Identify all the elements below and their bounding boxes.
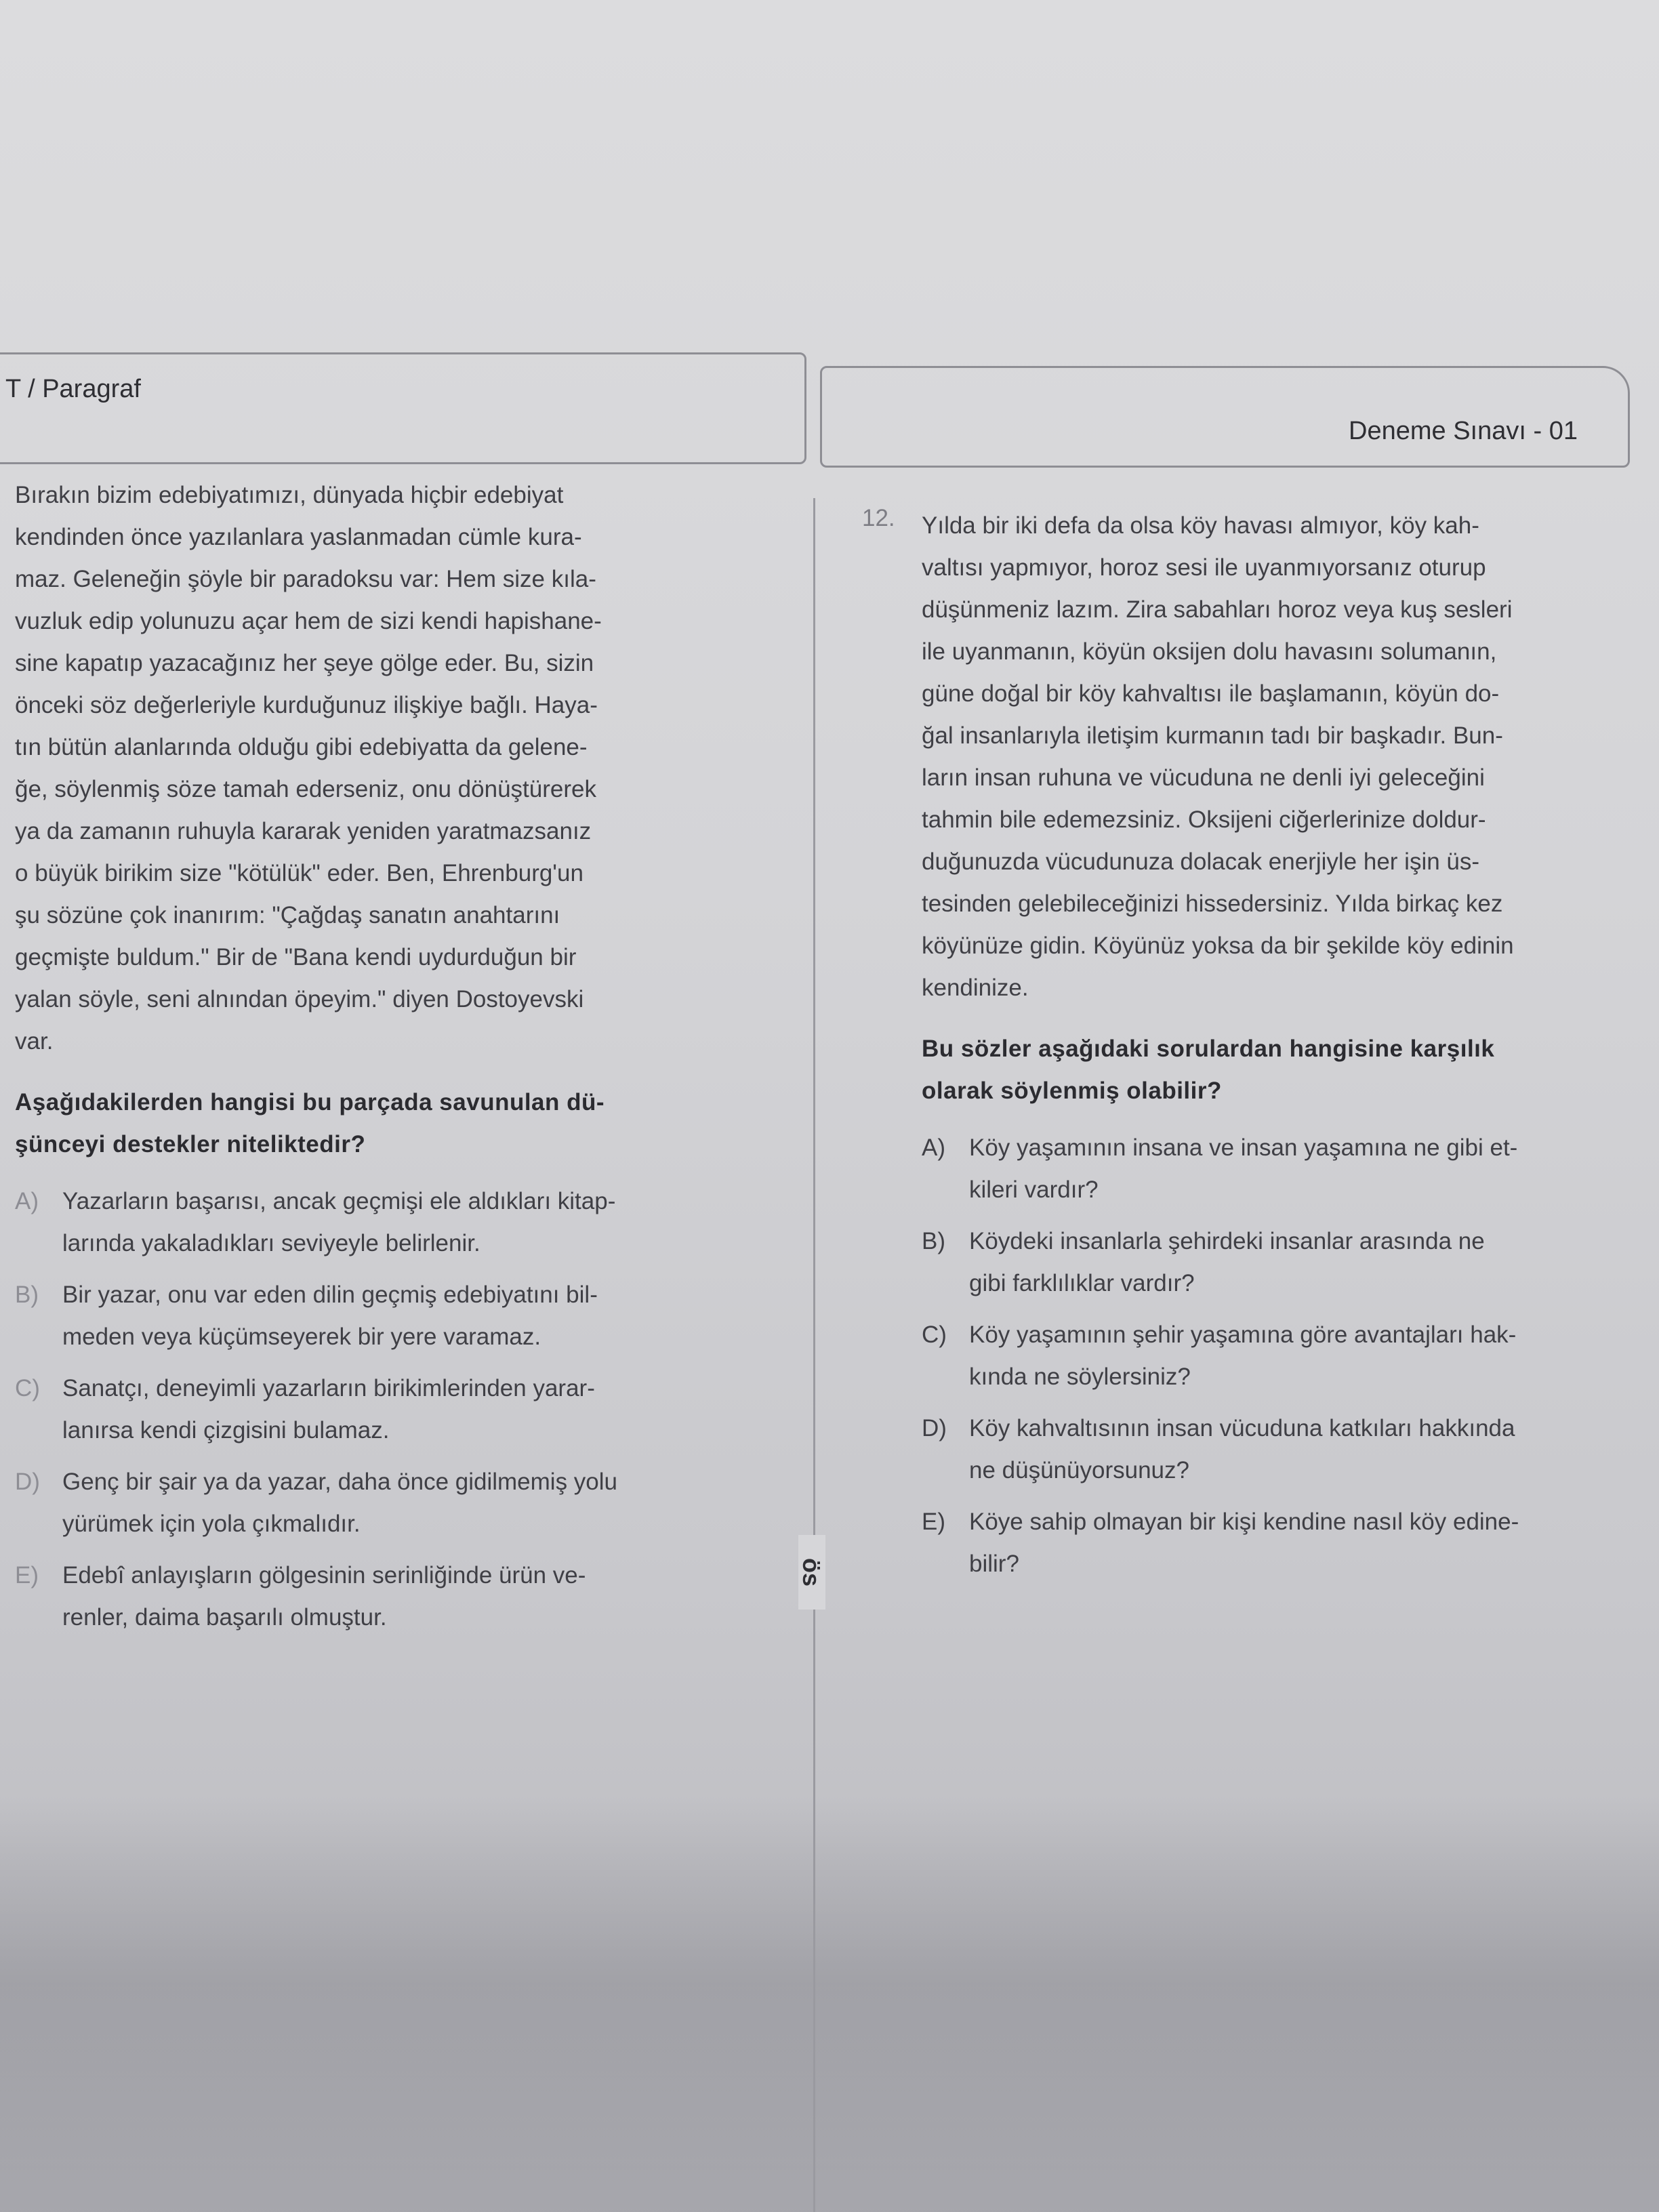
- choice-text-line: kileri vardır?: [969, 1176, 1099, 1203]
- passage-line: valtısı yapmıyor, horoz sesi ile uyanmıyorsanız oturup: [922, 554, 1486, 581]
- passage-line: tın bütün alanlarında olduğu gibi edebiyatta da gelene-: [15, 734, 588, 760]
- answer-choice[interactable]: [922, 1221, 1628, 1305]
- choice-text-line: kında ne söylersiniz?: [969, 1364, 1191, 1390]
- right-question: [862, 505, 1628, 1595]
- choice-text-line: Köy yaşamının şehir yaşamına göre avantajları hak-: [969, 1322, 1517, 1348]
- answer-choice[interactable]: [15, 1181, 777, 1265]
- choice-text: [62, 1181, 777, 1265]
- choice-text-line: ne düşünüyorsunuz?: [969, 1457, 1189, 1483]
- passage-line: vuzluk edip yolunuzu açar hem de sizi kendi hapishane-: [15, 608, 602, 634]
- answer-choice[interactable]: [922, 1127, 1628, 1211]
- choice-letter: D): [922, 1415, 947, 1441]
- choice-text-line: Köy yaşamının insana ve insan yaşamına ne gibi et-: [969, 1134, 1518, 1161]
- choice-text-line: Bir yazar, onu var eden dilin geçmiş edebiyatını bil-: [62, 1282, 598, 1308]
- passage-line: Bırakın bizim edebiyatımızı, dünyada hiçbir edebiyat: [15, 482, 564, 508]
- column-divider: [813, 498, 815, 2212]
- choice-text: [62, 1274, 777, 1358]
- choice-text-line: larında yakaladıkları seviyeyle belirlenir.: [62, 1230, 480, 1256]
- passage-line: sine kapatıp yazacağınız her şeye gölge eder. Bu, sizin: [15, 650, 594, 676]
- answer-choice[interactable]: [15, 1555, 777, 1639]
- choice-text: [62, 1368, 777, 1452]
- right-choices: [862, 1127, 1628, 1585]
- left-question-stem: [15, 1082, 777, 1166]
- choice-text-line: Yazarların başarısı, ancak geçmişi ele aldıkları kitap-: [62, 1188, 616, 1214]
- passage-line: duğunuzda vücudunuza dolacak enerjiyle her işin üs-: [922, 848, 1480, 875]
- choice-text-line: Köye sahip olmayan bir kişi kendine nasıl köy edine-: [969, 1509, 1519, 1535]
- answer-choice[interactable]: [922, 1408, 1628, 1492]
- choice-text-line: Köydeki insanlarla şehirdeki insanlar arasında ne: [969, 1228, 1485, 1254]
- choice-text: [969, 1408, 1628, 1492]
- question-line: şünceyi destekler niteliktedir?: [15, 1131, 366, 1158]
- choice-text-line: Genç bir şair ya da yazar, daha önce gidilmemiş yolu: [62, 1469, 618, 1495]
- choice-letter: E): [15, 1562, 39, 1589]
- passage-line: tesinden gelebileceğinizi hissedersiniz. Yılda birkaç kez: [922, 890, 1503, 917]
- passage-line: önceki söz değerleriyle kurduğunuz ilişkiye bağlı. Haya-: [15, 692, 598, 718]
- choice-text-line: lanırsa kendi çizgisini bulamaz.: [62, 1417, 390, 1443]
- passage-line: ğal insanlarıyla iletişim kurmanın tadı bir başkadır. Bun-: [922, 722, 1503, 749]
- left-choices: [15, 1181, 777, 1639]
- passage-line: köyünüze gidin. Köyünüz yoksa da bir şekilde köy edinin: [922, 933, 1514, 959]
- exam-title: Deneme Sınavı - 01: [1349, 417, 1578, 445]
- right-passage: [862, 505, 1628, 1009]
- choice-text: [62, 1555, 777, 1639]
- page-shadow: [0, 1796, 1659, 2212]
- choice-text-line: Edebî anlayışların gölgesinin serinliğinde ürün ve-: [62, 1562, 586, 1589]
- choice-letter: E): [922, 1509, 945, 1535]
- choice-text: [62, 1461, 777, 1545]
- passage-line: şu sözüne çok inanırım: "Çağdaş sanatın anahtarını: [15, 902, 560, 928]
- passage-line: yalan söyle, seni alnından öpeyim." diyen Dostoyevski: [15, 986, 584, 1012]
- passage-line: Yılda bir iki defa da olsa köy havası almıyor, köy kah-: [922, 512, 1479, 539]
- answer-choice[interactable]: [922, 1314, 1628, 1398]
- question-line: Bu sözler aşağıdaki sorulardan hangisine karşılık: [922, 1036, 1495, 1062]
- choice-letter: D): [15, 1469, 40, 1495]
- choice-letter: A): [922, 1134, 945, 1161]
- passage-line: düşünmeniz lazım. Zira sabahları horoz veya kuş sesleri: [922, 596, 1513, 623]
- left-question: [15, 474, 777, 1648]
- passage-line: var.: [15, 1028, 54, 1054]
- choice-text-line: meden veya küçümseyerek bir yere varamaz.: [62, 1324, 541, 1350]
- answer-choice[interactable]: [15, 1461, 777, 1545]
- choice-text-line: gibi farklılıklar vardır?: [969, 1270, 1195, 1296]
- choice-text: [969, 1314, 1628, 1398]
- choice-text: [969, 1127, 1628, 1211]
- question-number: 12.: [862, 505, 895, 531]
- section-title: T / Paragraf: [5, 375, 141, 403]
- answer-choice[interactable]: [15, 1274, 777, 1358]
- passage-line: geçmişte buldum." Bir de "Bana kendi uydurduğun bir: [15, 944, 577, 970]
- choice-text-line: Köy kahvaltısının insan vücuduna katkıları hakkında: [969, 1415, 1515, 1441]
- choice-text-line: yürümek için yola çıkmalıdır.: [62, 1511, 361, 1537]
- question-line: Aşağıdakilerden hangisi bu parçada savunulan dü-: [15, 1089, 605, 1115]
- right-question-stem: [862, 1028, 1628, 1112]
- passage-line: güne doğal bir köy kahvaltısı ile başlamanın, köyün do-: [922, 680, 1500, 707]
- answer-choice[interactable]: [15, 1368, 777, 1452]
- passage-line: ile uyanmanın, köyün oksijen dolu havasını solumanın,: [922, 638, 1497, 665]
- choice-text: [969, 1221, 1628, 1305]
- choice-letter: C): [922, 1322, 947, 1348]
- choice-letter: A): [15, 1188, 39, 1214]
- left-passage: [15, 474, 777, 1063]
- question-line: olarak söylenmiş olabilir?: [922, 1078, 1222, 1104]
- passage-line: kendinden önce yazılanlara yaslanmadan cümle kura-: [15, 524, 582, 550]
- answer-choice[interactable]: [922, 1501, 1628, 1585]
- choice-text-line: Sanatçı, deneyimli yazarların birikimlerinden yarar-: [62, 1375, 595, 1401]
- passage-line: tahmin bile edemezsiniz. Oksijeni ciğerlerinize doldur-: [922, 806, 1486, 833]
- choice-letter: C): [15, 1375, 40, 1401]
- passage-line: ların insan ruhuna ve vücuduna ne denli iyi geleceğini: [922, 764, 1485, 791]
- header-left-box: [0, 352, 806, 464]
- passage-line: kendinize.: [922, 975, 1029, 1001]
- choice-text-line: bilir?: [969, 1551, 1019, 1577]
- passage-line: ya da zamanın ruhuyla kararak yeniden yaratmazsanız: [15, 818, 592, 844]
- publisher-mark: ös: [798, 1535, 825, 1610]
- passage-line: ğe, söylenmiş söze tamah ederseniz, onu dönüştürerek: [15, 776, 596, 802]
- choice-letter: B): [15, 1282, 39, 1308]
- choice-text: [969, 1501, 1628, 1585]
- passage-line: maz. Geleneğin şöyle bir paradoksu var: Hem size kıla-: [15, 566, 596, 592]
- choice-text-line: renler, daima başarılı olmuştur.: [62, 1604, 387, 1631]
- choice-letter: B): [922, 1228, 945, 1254]
- passage-line: o büyük birikim size "kötülük" eder. Ben, Ehrenburg'un: [15, 860, 583, 886]
